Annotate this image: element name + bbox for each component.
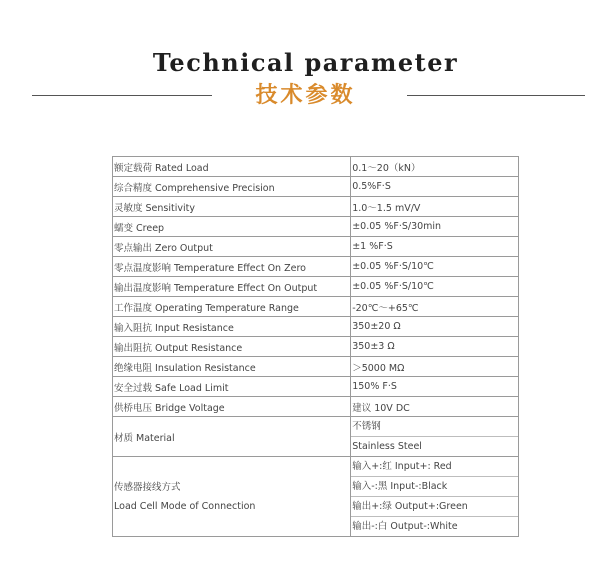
wire-output-plus: 输出+:绿 Output+:Green bbox=[351, 496, 518, 516]
table-row bbox=[113, 197, 519, 217]
param-value: 0.1～20（kN） bbox=[351, 157, 519, 177]
param-value: -20℃～+65℃ bbox=[351, 297, 519, 317]
param-value: 150% F·S bbox=[351, 377, 519, 397]
param-value: 350±20 Ω bbox=[351, 317, 519, 337]
param-name: 材质 Material bbox=[113, 417, 351, 457]
wire-output-minus: 输出-:白 Output-:White bbox=[351, 516, 518, 536]
param-name: 额定载荷 Rated Load bbox=[113, 157, 351, 177]
param-name: 输出温度影响 Temperature Effect On Output bbox=[113, 277, 351, 297]
table-row bbox=[113, 257, 519, 277]
param-name: 零点输出 Zero Output bbox=[113, 237, 351, 257]
param-name bbox=[113, 457, 351, 537]
table-row bbox=[113, 337, 519, 357]
table-row bbox=[113, 157, 519, 177]
param-value: 350±3 Ω bbox=[351, 337, 519, 357]
param-name: 蠕变 Creep bbox=[113, 217, 351, 237]
table-row bbox=[113, 237, 519, 257]
spec-table bbox=[112, 156, 519, 537]
param-value: ±1 %F·S bbox=[351, 237, 519, 257]
param-value-multi bbox=[351, 457, 519, 537]
table-row-connection bbox=[113, 457, 519, 537]
param-name: 绝缘电阻 Insulation Resistance bbox=[113, 357, 351, 377]
wire-input-minus: 输入-:黑 Input-:Black bbox=[351, 476, 518, 496]
table-row bbox=[113, 377, 519, 397]
table-row bbox=[113, 277, 519, 297]
param-value: 建议 10V DC bbox=[351, 397, 519, 417]
connection-label-en: Load Cell Mode of Connection bbox=[114, 500, 256, 512]
param-value: ±0.05 %F·S/30min bbox=[351, 217, 519, 237]
param-name: 工作温度 Operating Temperature Range bbox=[113, 297, 351, 317]
param-name: 零点温度影响 Temperature Effect On Zero bbox=[113, 257, 351, 277]
wire-input-plus: 输入+:红 Input+: Red bbox=[352, 461, 452, 472]
title-divider-right bbox=[407, 95, 585, 96]
param-value-multi bbox=[351, 417, 519, 457]
page-title: Technical parameter bbox=[152, 48, 459, 77]
param-value: 1.0～1.5 mV/V bbox=[351, 197, 519, 217]
param-name: 灵敏度 Sensitivity bbox=[113, 197, 351, 217]
table-row bbox=[113, 177, 519, 197]
table-row-material bbox=[113, 417, 519, 457]
param-name: 输出阻抗 Output Resistance bbox=[113, 337, 351, 357]
material-value-en: Stainless Steel bbox=[351, 436, 518, 456]
table-row bbox=[113, 397, 519, 417]
param-value: ＞5000 MΩ bbox=[351, 357, 519, 377]
param-name: 安全过载 Safe Load Limit bbox=[113, 377, 351, 397]
param-name: 输入阻抗 Input Resistance bbox=[113, 317, 351, 337]
param-name: 综合精度 Comprehensive Precision bbox=[113, 177, 351, 197]
title-divider-left bbox=[32, 95, 212, 96]
param-value: 0.5%F·S bbox=[351, 177, 519, 197]
param-value: ±0.05 %F·S/10℃ bbox=[351, 277, 519, 297]
material-value-cn: 不锈钢 bbox=[352, 421, 381, 432]
table-row bbox=[113, 357, 519, 377]
param-value: ±0.05 %F·S/10℃ bbox=[351, 257, 519, 277]
param-name: 供桥电压 Bridge Voltage bbox=[113, 397, 351, 417]
table-row bbox=[113, 297, 519, 317]
page-subtitle-cn: 技术参数 bbox=[255, 83, 356, 108]
table-row bbox=[113, 317, 519, 337]
connection-label-cn: 传感器接线方式 bbox=[114, 481, 181, 493]
table-row bbox=[113, 217, 519, 237]
